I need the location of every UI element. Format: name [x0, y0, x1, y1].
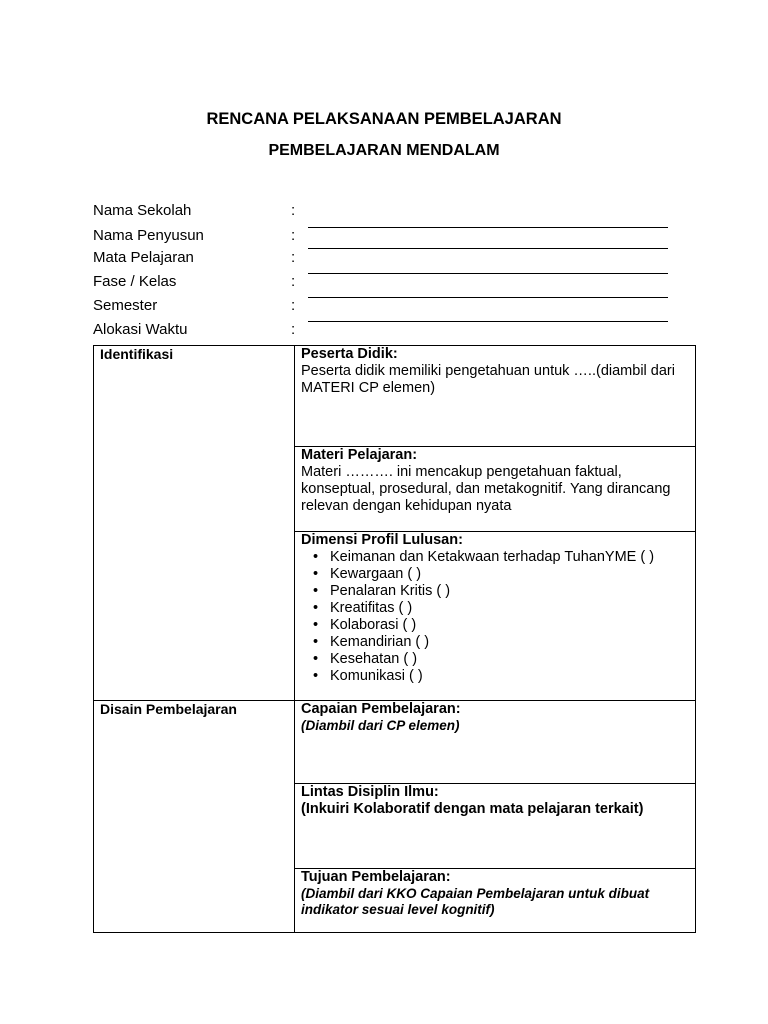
table-column-divider: [294, 345, 295, 933]
field-label-nama-sekolah: Nama Sekolah: [93, 202, 192, 219]
cell-dimensi-profil-lulusan: [301, 532, 689, 685]
row-label-identifikasi: Identifikasi: [100, 346, 174, 362]
field-line-mata-pelajaran[interactable]: [308, 273, 668, 274]
field-colon: :: [291, 273, 296, 290]
list-item: • Kolaborasi ( ): [301, 617, 689, 634]
cell-text: Peserta didik memiliki pengetahuan untuk …..(diambil dari MATERI CP elemen): [301, 363, 675, 396]
list-item: • Komunikasi ( ): [301, 668, 689, 685]
cell-text: Materi ………. ini mencakup pengetahuan faktual, konseptual, prosedural, dan metakognitif. Yang dirancang relevan dengan kehidupan nyata: [301, 464, 671, 514]
document-subtitle: PEMBELAJARAN MENDALAM: [268, 142, 500, 159]
cell-heading: Dimensi Profil Lulusan:: [301, 532, 463, 548]
field-colon: :: [291, 297, 296, 314]
cell-peserta-didik: [301, 346, 689, 397]
cell-capaian-pembelajaran: [301, 701, 689, 734]
field-label-semester: Semester: [93, 297, 158, 314]
field-line-fase-kelas[interactable]: [308, 297, 668, 298]
cell-heading: Capaian Pembelajaran:: [301, 701, 461, 717]
field-colon: :: [291, 227, 296, 244]
field-line-nama-sekolah[interactable]: [308, 227, 668, 228]
row-label-disain-pembelajaran: Disain Pembelajaran: [100, 701, 237, 717]
list-item: • Keimanan dan Ketakwaan terhadap TuhanYME ( ): [301, 549, 689, 566]
cell-lintas-disiplin-ilmu: [301, 784, 689, 818]
dimensi-list: [301, 549, 689, 685]
cell-note: (Diambil dari KKO Capaian Pembelajaran untuk dibuat indikator sesuai level kognitif): [301, 886, 650, 917]
cell-tujuan-pembelajaran: [301, 869, 689, 918]
list-item: • Penalaran Kritis ( ): [301, 583, 689, 600]
field-label-alokasi-waktu: Alokasi Waktu: [93, 321, 188, 338]
field-colon: :: [291, 321, 296, 338]
cell-heading: Tujuan Pembelajaran:: [301, 869, 451, 885]
cell-heading: Materi Pelajaran:: [301, 447, 418, 463]
cell-note: (Inkuiri Kolaboratif dengan mata pelajaran terkait): [301, 801, 644, 817]
list-item: • Kemandirian ( ): [301, 634, 689, 651]
cell-note: (Diambil dari CP elemen): [301, 718, 460, 733]
field-colon: :: [291, 249, 296, 266]
field-line-semester[interactable]: [308, 321, 668, 322]
list-item: • Kewargaan ( ): [301, 566, 689, 583]
cell-heading: Lintas Disiplin Ilmu:: [301, 784, 439, 800]
field-colon: :: [291, 202, 296, 219]
field-label-fase-kelas: Fase / Kelas: [93, 273, 177, 290]
field-label-nama-penyusun: Nama Penyusun: [93, 227, 204, 244]
list-item: • Kreatifitas ( ): [301, 600, 689, 617]
list-item: • Kesehatan ( ): [301, 651, 689, 668]
field-label-mata-pelajaran: Mata Pelajaran: [93, 249, 194, 266]
document-title: RENCANA PELAKSANAAN PEMBELAJARAN: [206, 110, 562, 128]
field-line-nama-penyusun[interactable]: [308, 248, 668, 249]
cell-materi-pelajaran: [301, 447, 689, 515]
cell-heading: Peserta Didik:: [301, 346, 398, 362]
